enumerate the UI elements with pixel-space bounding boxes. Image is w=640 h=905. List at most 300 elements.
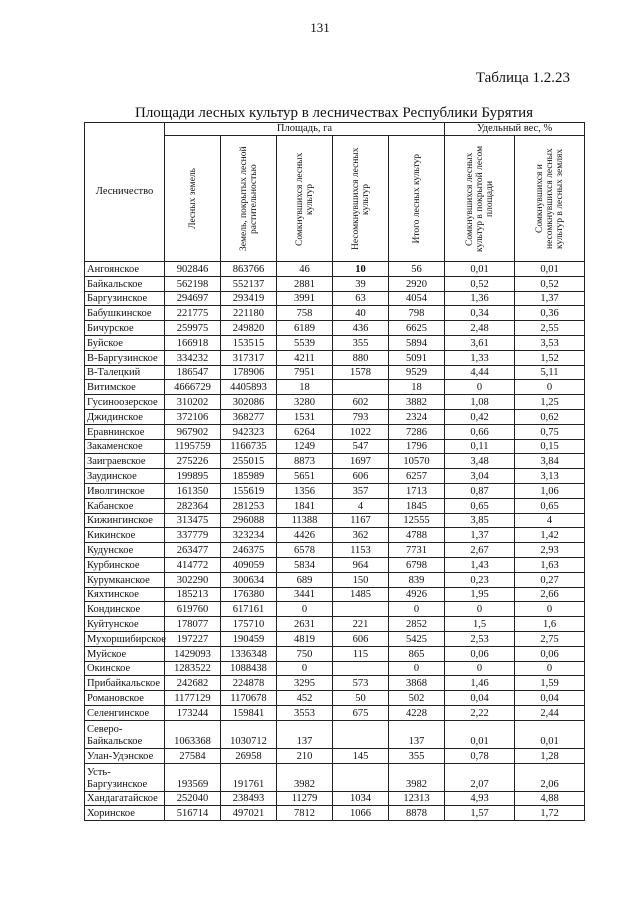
forestry-name: Гусиноозерское — [85, 395, 165, 410]
table-cell: 137 — [389, 720, 445, 748]
table-cell: 5091 — [389, 350, 445, 365]
forestry-name: В-Талецкий — [85, 365, 165, 380]
forestry-name: Джидинское — [85, 409, 165, 424]
table-cell: 1713 — [389, 483, 445, 498]
table-cell: 300634 — [221, 572, 277, 587]
table-cell: 1,28 — [515, 748, 585, 763]
forestry-name: Мухоршибирское — [85, 631, 165, 646]
table-cell: 1,95 — [445, 587, 515, 602]
forestry-name: Байкальское — [85, 276, 165, 291]
table-cell: 2,93 — [515, 543, 585, 558]
table-cell: 2,22 — [445, 705, 515, 720]
forestry-name: Буйское — [85, 335, 165, 350]
table-cell: 967902 — [165, 424, 221, 439]
forestry-name: Усть-Баргузинское — [85, 763, 165, 791]
table-row — [85, 791, 585, 806]
table-cell: 252040 — [165, 791, 221, 806]
table-row — [85, 513, 585, 528]
table-cell: 159841 — [221, 705, 277, 720]
table-cell: 4405893 — [221, 380, 277, 395]
table-label: Таблица 1.2.23 — [475, 70, 570, 86]
table-cell: 310202 — [165, 395, 221, 410]
table-row — [85, 365, 585, 380]
table-cell: 1845 — [389, 498, 445, 513]
table-cell: 1,25 — [515, 395, 585, 410]
table-cell: 4788 — [389, 528, 445, 543]
table-cell: 0,23 — [445, 572, 515, 587]
table-cell: 1166735 — [221, 439, 277, 454]
table-cell: 185989 — [221, 469, 277, 484]
table-row — [85, 543, 585, 558]
table-cell: 238493 — [221, 791, 277, 806]
table-cell: 63 — [333, 291, 389, 306]
forestry-name: Северо-Байкальское — [85, 720, 165, 748]
table-cell: 1697 — [333, 454, 389, 469]
forestry-name: Кяхтинское — [85, 587, 165, 602]
column-header: Лесных земель — [165, 136, 221, 262]
table-cell: 2,75 — [515, 631, 585, 646]
table-cell: 334232 — [165, 350, 221, 365]
forestry-name: Курумканское — [85, 572, 165, 587]
table-row — [85, 631, 585, 646]
table-row — [85, 528, 585, 543]
table-cell: 606 — [333, 469, 389, 484]
table-cell: 1030712 — [221, 720, 277, 748]
table-row — [85, 572, 585, 587]
forestry-name: Витимское — [85, 380, 165, 395]
table-cell: 3553 — [277, 705, 333, 720]
table-cell: 1429093 — [165, 646, 221, 661]
forestry-name: Баргузинское — [85, 291, 165, 306]
table-cell: 562198 — [165, 276, 221, 291]
table-cell: 0,15 — [515, 439, 585, 454]
forestry-name: Улан-Удэнское — [85, 748, 165, 763]
table-cell: 10570 — [389, 454, 445, 469]
table-row — [85, 454, 585, 469]
table-cell: 619760 — [165, 602, 221, 617]
forestry-name: Кабанское — [85, 498, 165, 513]
table-cell: 0,06 — [445, 646, 515, 661]
table-cell: 1,72 — [515, 806, 585, 821]
table-cell: 259975 — [165, 321, 221, 336]
table-row — [85, 587, 585, 602]
table-cell: 1,37 — [515, 291, 585, 306]
table-row — [85, 617, 585, 632]
table-cell: 150 — [333, 572, 389, 587]
table-row — [85, 661, 585, 676]
table-cell: 552137 — [221, 276, 277, 291]
table-cell: 1167 — [333, 513, 389, 528]
table-cell: 137 — [277, 720, 333, 748]
table-cell: 2324 — [389, 409, 445, 424]
table-cell: 1,46 — [445, 676, 515, 691]
table-cell: 2,07 — [445, 763, 515, 791]
table-cell: 368277 — [221, 409, 277, 424]
table-cell: 942323 — [221, 424, 277, 439]
table-cell: 193569 — [165, 763, 221, 791]
table-cell: 880 — [333, 350, 389, 365]
table-cell: 6264 — [277, 424, 333, 439]
forestry-name: Селенгинское — [85, 705, 165, 720]
table-cell: 190459 — [221, 631, 277, 646]
table-cell: 27584 — [165, 748, 221, 763]
table-cell: 2920 — [389, 276, 445, 291]
table-cell: 0 — [389, 661, 445, 676]
column-header: Земель, покрытых лесной растительностью — [221, 136, 277, 262]
table-cell: 1796 — [389, 439, 445, 454]
table-cell: 865 — [389, 646, 445, 661]
forestry-name: Окинское — [85, 661, 165, 676]
table-cell: 161350 — [165, 483, 221, 498]
table-cell: 46 — [277, 262, 333, 277]
table-cell: 18 — [277, 380, 333, 395]
table-cell: 50 — [333, 691, 389, 706]
table-cell: 2,44 — [515, 705, 585, 720]
table-cell: 0,27 — [515, 572, 585, 587]
table-cell: 1578 — [333, 365, 389, 380]
table-cell: 798 — [389, 306, 445, 321]
table-row — [85, 306, 585, 321]
table-cell: 246375 — [221, 543, 277, 558]
table-cell: 3,84 — [515, 454, 585, 469]
table-cell: 4 — [333, 498, 389, 513]
forestry-name: Кондинское — [85, 602, 165, 617]
table-row — [85, 557, 585, 572]
table-cell: 0,04 — [445, 691, 515, 706]
table-cell: 5651 — [277, 469, 333, 484]
table-cell: 145 — [333, 748, 389, 763]
table-cell: 689 — [277, 572, 333, 587]
forestry-name: Бабушкинское — [85, 306, 165, 321]
table-cell: 4926 — [389, 587, 445, 602]
table-cell: 502 — [389, 691, 445, 706]
table-row — [85, 409, 585, 424]
table-row — [85, 321, 585, 336]
table-cell: 4054 — [389, 291, 445, 306]
table-cell: 355 — [389, 748, 445, 763]
table-cell: 2,48 — [445, 321, 515, 336]
table-cell: 173244 — [165, 705, 221, 720]
table-cell: 573 — [333, 676, 389, 691]
forestry-name: Кижингинское — [85, 513, 165, 528]
table-cell: 4666729 — [165, 380, 221, 395]
table-row — [85, 763, 585, 791]
table-cell: 175710 — [221, 617, 277, 632]
table-cell: 293419 — [221, 291, 277, 306]
table-cell: 302290 — [165, 572, 221, 587]
table-cell: 1153 — [333, 543, 389, 558]
table-cell: 452 — [277, 691, 333, 706]
table-row — [85, 676, 585, 691]
table-cell: 3982 — [277, 763, 333, 791]
forestry-name: Закаменское — [85, 439, 165, 454]
table-cell: 4,93 — [445, 791, 515, 806]
forestry-name: Бичурское — [85, 321, 165, 336]
table-cell: 0 — [515, 661, 585, 676]
table-cell: 3,13 — [515, 469, 585, 484]
table-cell: 178906 — [221, 365, 277, 380]
table-cell: 1177129 — [165, 691, 221, 706]
table-row — [85, 720, 585, 748]
table-cell: 964 — [333, 557, 389, 572]
table-cell: 362 — [333, 528, 389, 543]
table-cell: 409059 — [221, 557, 277, 572]
forestry-name: Романовское — [85, 691, 165, 706]
table-cell: 191761 — [221, 763, 277, 791]
table-cell: 18 — [389, 380, 445, 395]
table-cell: 6257 — [389, 469, 445, 484]
table-cell: 839 — [389, 572, 445, 587]
table-cell: 56 — [389, 262, 445, 277]
table-cell: 3295 — [277, 676, 333, 691]
forestry-name: Заиграевское — [85, 454, 165, 469]
table-cell: 0,01 — [515, 720, 585, 748]
area-group-header: Площадь, га — [165, 123, 445, 136]
table-cell: 7731 — [389, 543, 445, 558]
table-cell: 0,04 — [515, 691, 585, 706]
table-cell: 4819 — [277, 631, 333, 646]
table-cell: 617161 — [221, 602, 277, 617]
table-cell: 0,52 — [515, 276, 585, 291]
table-cell: 1063368 — [165, 720, 221, 748]
table-cell: 178077 — [165, 617, 221, 632]
table-row — [85, 705, 585, 720]
table-cell: 2,06 — [515, 763, 585, 791]
table-cell: 153515 — [221, 335, 277, 350]
table-cell: 3868 — [389, 676, 445, 691]
table-cell: 1,57 — [445, 806, 515, 821]
table-cell: 221180 — [221, 306, 277, 321]
table-cell: 675 — [333, 705, 389, 720]
table-cell: 3,53 — [515, 335, 585, 350]
forestry-name: Прибайкальское — [85, 676, 165, 691]
table-cell: 414772 — [165, 557, 221, 572]
table-cell — [333, 661, 389, 676]
table-cell: 0,01 — [445, 720, 515, 748]
table-cell: 10 — [333, 262, 389, 277]
table-cell: 296088 — [221, 513, 277, 528]
table-cell: 0,66 — [445, 424, 515, 439]
table-cell: 11279 — [277, 791, 333, 806]
table-cell: 317317 — [221, 350, 277, 365]
forestry-name: Еравнинское — [85, 424, 165, 439]
table-cell: 3882 — [389, 395, 445, 410]
table-cell: 793 — [333, 409, 389, 424]
table-row — [85, 691, 585, 706]
table-cell: 313475 — [165, 513, 221, 528]
table-cell: 5539 — [277, 335, 333, 350]
table-cell: 5834 — [277, 557, 333, 572]
table-cell: 602 — [333, 395, 389, 410]
page-number: 131 — [310, 20, 330, 35]
table-cell: 176380 — [221, 587, 277, 602]
table-cell: 155619 — [221, 483, 277, 498]
table-cell: 1,08 — [445, 395, 515, 410]
table-cell: 2631 — [277, 617, 333, 632]
table-cell: 0 — [277, 661, 333, 676]
table-cell: 2,53 — [445, 631, 515, 646]
table-cell: 5425 — [389, 631, 445, 646]
table-cell: 4 — [515, 513, 585, 528]
table-cell: 1,33 — [445, 350, 515, 365]
table-cell: 902846 — [165, 262, 221, 277]
column-header: Сомкнувшихся лесных культур в покрытой лесом площади — [445, 136, 515, 262]
table-row — [85, 380, 585, 395]
table-cell: 4228 — [389, 705, 445, 720]
table-cell: 323234 — [221, 528, 277, 543]
column-header: Несомкнувшихся лесных культур — [333, 136, 389, 262]
table-cell: 0 — [445, 602, 515, 617]
table-row — [85, 291, 585, 306]
table-cell: 3,61 — [445, 335, 515, 350]
table-cell: 758 — [277, 306, 333, 321]
table-cell — [333, 720, 389, 748]
table-cell: 5,11 — [515, 365, 585, 380]
table-cell: 39 — [333, 276, 389, 291]
table-cell: 2,55 — [515, 321, 585, 336]
table-cell: 7812 — [277, 806, 333, 821]
forestry-name: Заудинское — [85, 469, 165, 484]
table-cell: 40 — [333, 306, 389, 321]
table-cell: 0,62 — [515, 409, 585, 424]
column-header: Итого лесных культур — [389, 136, 445, 262]
table-cell: 1,06 — [515, 483, 585, 498]
table-row — [85, 335, 585, 350]
table-cell: 1,52 — [515, 350, 585, 365]
table-cell: 516714 — [165, 806, 221, 821]
table-cell: 0 — [277, 602, 333, 617]
table-cell: 436 — [333, 321, 389, 336]
table-cell: 1,37 — [445, 528, 515, 543]
table-body — [85, 262, 585, 821]
table-cell: 0,01 — [445, 262, 515, 277]
table-cell: 3982 — [389, 763, 445, 791]
table-cell: 6578 — [277, 543, 333, 558]
table-cell: 281253 — [221, 498, 277, 513]
table-row — [85, 469, 585, 484]
table-cell: 302086 — [221, 395, 277, 410]
table-cell: 242682 — [165, 676, 221, 691]
table-row — [85, 748, 585, 763]
table-cell: 497021 — [221, 806, 277, 821]
table-cell: 3280 — [277, 395, 333, 410]
table-row — [85, 483, 585, 498]
table-cell: 3,48 — [445, 454, 515, 469]
table-cell: 1841 — [277, 498, 333, 513]
table-cell: 0,75 — [515, 424, 585, 439]
forestry-name: В-Баргузинское — [85, 350, 165, 365]
table-row — [85, 424, 585, 439]
table-cell: 6189 — [277, 321, 333, 336]
table-cell: 166918 — [165, 335, 221, 350]
table-cell: 2,66 — [515, 587, 585, 602]
table-cell: 1,36 — [445, 291, 515, 306]
table-cell: 1034 — [333, 791, 389, 806]
share-group-header: Удельный вес, % — [445, 123, 585, 136]
table-cell: 0,01 — [515, 262, 585, 277]
table-cell: 372106 — [165, 409, 221, 424]
table-row — [85, 602, 585, 617]
forestry-name: Муйское — [85, 646, 165, 661]
table-cell: 1088438 — [221, 661, 277, 676]
table-cell: 6625 — [389, 321, 445, 336]
table-cell: 8878 — [389, 806, 445, 821]
table-row — [85, 439, 585, 454]
table-cell — [333, 380, 389, 395]
column-header: Сомкнувшихся и несомкнувшихся лесных культур в лесных землях — [515, 136, 585, 262]
table-cell: 0 — [515, 602, 585, 617]
forestry-name: Хандагатайское — [85, 791, 165, 806]
table-cell: 3,04 — [445, 469, 515, 484]
table-cell: 750 — [277, 646, 333, 661]
table-cell: 1283522 — [165, 661, 221, 676]
forestry-name: Кудунское — [85, 543, 165, 558]
table-cell: 221775 — [165, 306, 221, 321]
table-cell: 1,63 — [515, 557, 585, 572]
forestry-header: Лесничество — [85, 123, 165, 262]
table-cell: 1066 — [333, 806, 389, 821]
table-cell: 4,44 — [445, 365, 515, 380]
table-cell: 115 — [333, 646, 389, 661]
table-cell: 1170678 — [221, 691, 277, 706]
table-cell: 1249 — [277, 439, 333, 454]
table-cell: 3,85 — [445, 513, 515, 528]
table-cell: 1336348 — [221, 646, 277, 661]
table-cell: 4211 — [277, 350, 333, 365]
table-cell: 221 — [333, 617, 389, 632]
table-cell: 275226 — [165, 454, 221, 469]
table-cell: 1485 — [333, 587, 389, 602]
table-row — [85, 276, 585, 291]
table-cell: 0 — [515, 380, 585, 395]
table-row — [85, 646, 585, 661]
table-cell: 4426 — [277, 528, 333, 543]
table-row — [85, 262, 585, 277]
table-row — [85, 350, 585, 365]
table-cell: 1,59 — [515, 676, 585, 691]
forestry-name: Курбинское — [85, 557, 165, 572]
table-cell: 1,5 — [445, 617, 515, 632]
table-cell: 6798 — [389, 557, 445, 572]
table-cell: 7951 — [277, 365, 333, 380]
table-cell: 210 — [277, 748, 333, 763]
table-cell: 0,78 — [445, 748, 515, 763]
table-cell: 3441 — [277, 587, 333, 602]
table-cell: 249820 — [221, 321, 277, 336]
table-cell: 0,11 — [445, 439, 515, 454]
table-cell: 0,65 — [515, 498, 585, 513]
table-cell: 199895 — [165, 469, 221, 484]
table-cell: 1,42 — [515, 528, 585, 543]
table-cell: 863766 — [221, 262, 277, 277]
table-cell: 0,42 — [445, 409, 515, 424]
forest-crops-table — [84, 122, 585, 821]
table-cell: 2881 — [277, 276, 333, 291]
table-cell: 0,87 — [445, 483, 515, 498]
table-cell: 2,67 — [445, 543, 515, 558]
table-cell: 1022 — [333, 424, 389, 439]
table-cell: 0 — [445, 661, 515, 676]
table-cell: 7286 — [389, 424, 445, 439]
table-cell: 9529 — [389, 365, 445, 380]
table-cell: 263477 — [165, 543, 221, 558]
table-cell: 606 — [333, 631, 389, 646]
table-cell: 26958 — [221, 748, 277, 763]
forestry-name: Иволгинское — [85, 483, 165, 498]
table-row — [85, 806, 585, 821]
table-cell: 197227 — [165, 631, 221, 646]
table-cell: 337779 — [165, 528, 221, 543]
